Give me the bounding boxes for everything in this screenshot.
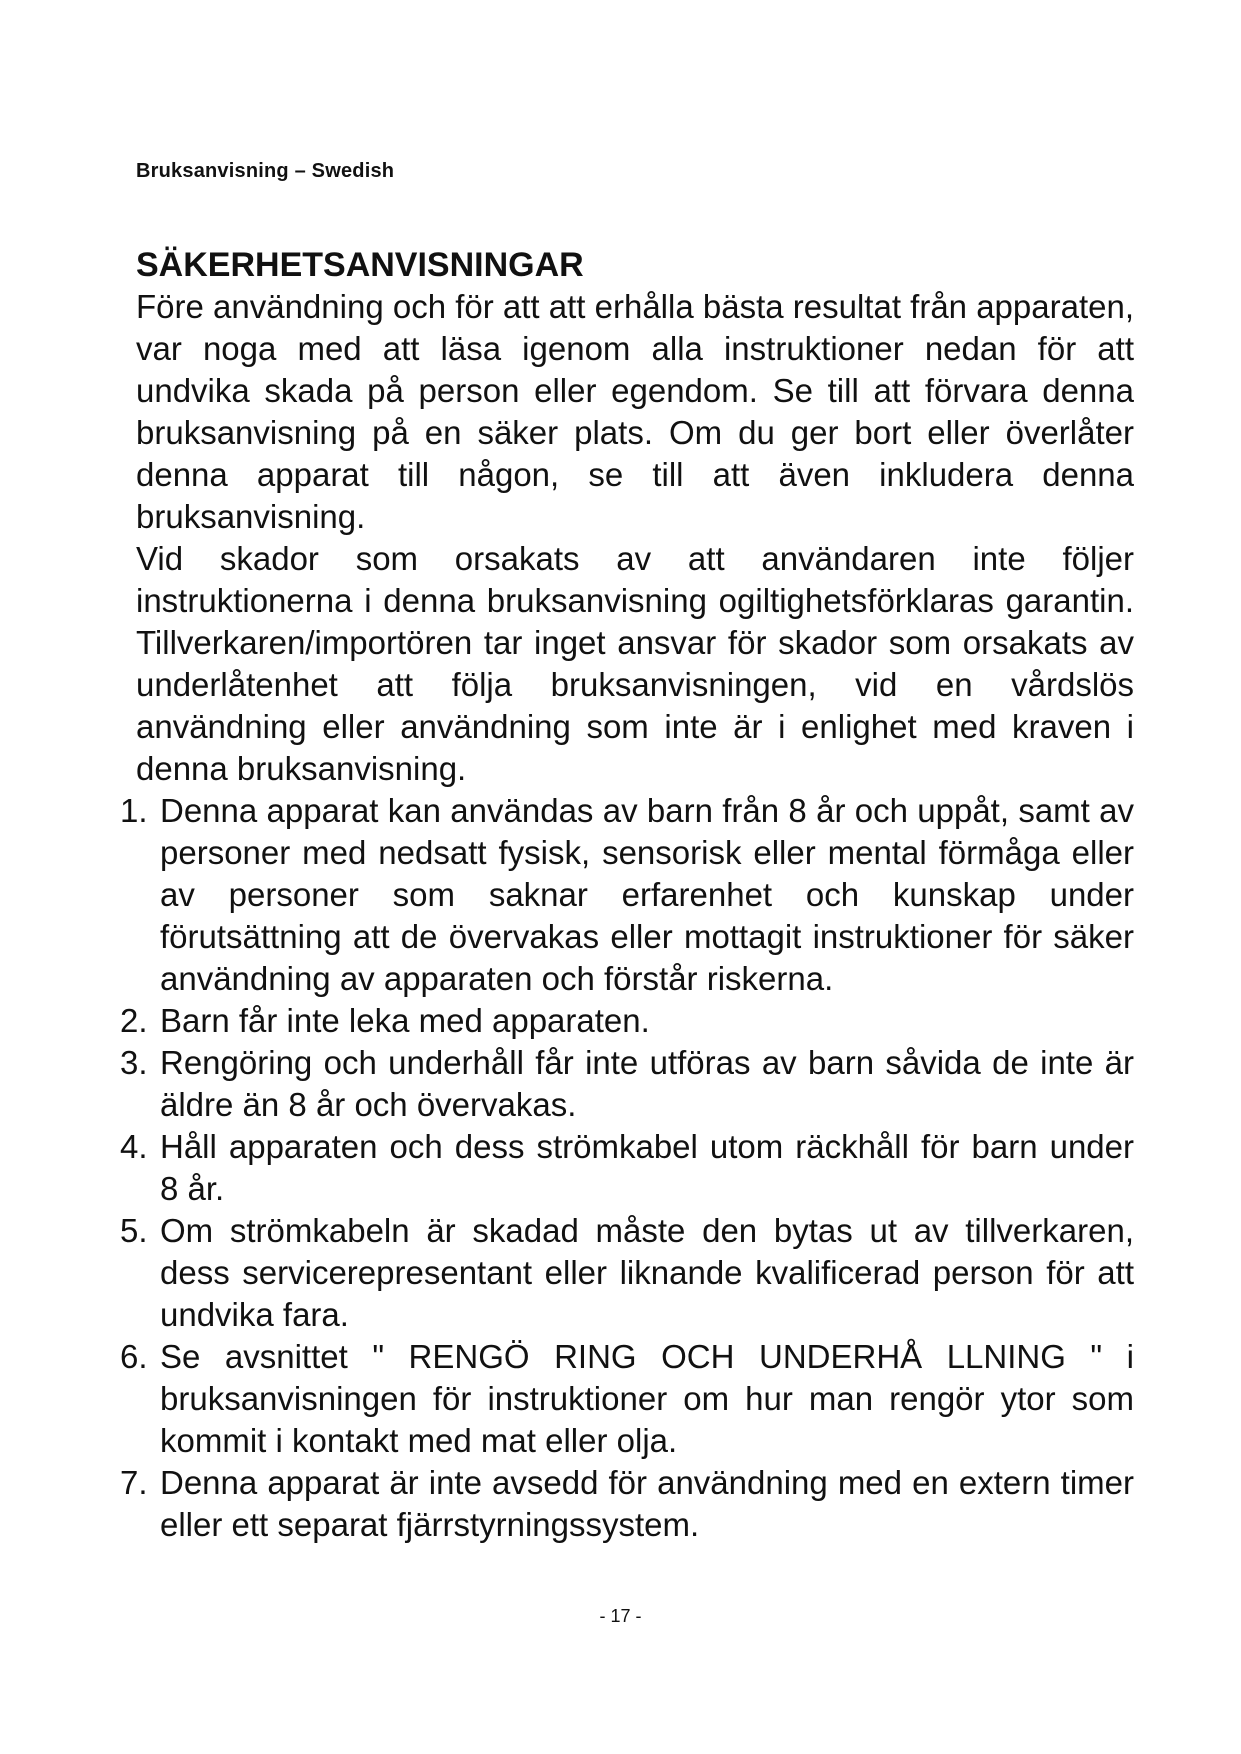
list-item bbox=[120, 790, 1134, 1000]
list-number: 6. bbox=[120, 1338, 148, 1375]
list-item bbox=[120, 1210, 1134, 1336]
list-number: 7. bbox=[120, 1464, 148, 1501]
list-item-text: Om strömkabeln är skadad måste den bytas ut av tillverkaren, dess servicerepresentant eller liknande kvalificerad person för att undvika fara. bbox=[160, 1212, 1134, 1333]
page-number: - 17 - bbox=[599, 1606, 642, 1626]
list-item-text: Denna apparat kan användas av barn från 8 år och uppåt, samt av personer med nedsatt fysisk, sensorisk eller mental förmåga eller av personer som saknar erfarenhet och kunskap under förutsättning att de övervakas eller mottagit instruktioner för säker användning av apparaten och förstår riskerna. bbox=[160, 792, 1134, 997]
safety-list bbox=[120, 790, 1134, 1546]
list-number: 2. bbox=[120, 1002, 148, 1039]
list-item bbox=[120, 1042, 1134, 1126]
list-item-text: Håll apparaten och dess strömkabel utom räckhåll för barn under 8 år. bbox=[160, 1128, 1134, 1207]
safety-section bbox=[120, 244, 1134, 1546]
list-item bbox=[120, 1462, 1134, 1546]
document-header-label: Bruksanvisning – Swedish bbox=[136, 160, 395, 182]
list-number: 4. bbox=[120, 1128, 148, 1165]
intro-paragraph: Före användning och för att att erhålla bästa resultat från apparaten, var noga med att läsa igenom alla instruktioner nedan för att undvika skada på person eller egendom. Se till att förvara denna bruksanvisning på en säker plats. Om du ger bort eller överlåter denna apparat till någon, se till att även inkludera denna bruksanvisning. bbox=[136, 288, 1134, 535]
list-item bbox=[120, 1336, 1134, 1462]
list-item-text: Denna apparat är inte avsedd för användning med en extern timer eller ett separat fjärrstyrningssystem. bbox=[160, 1464, 1134, 1543]
list-number: 5. bbox=[120, 1212, 148, 1249]
list-item-text: Barn får inte leka med apparaten. bbox=[160, 1002, 650, 1039]
list-number: 3. bbox=[120, 1044, 148, 1081]
list-item bbox=[120, 1126, 1134, 1210]
section-title: SÄKERHETSANVISNINGAR bbox=[136, 246, 584, 284]
list-number: 1. bbox=[120, 792, 148, 829]
list-item-text: Se avsnittet " RENGÖ RING OCH UNDERHÅ LLNING " i bruksanvisningen för instruktioner om hur man rengör ytor som kommit i kontakt med mat eller olja. bbox=[160, 1338, 1134, 1459]
warranty-paragraph: Vid skador som orsakats av att användaren inte följer instruktionerna i denna bruksanvisning ogiltighetsförklaras garantin. Tillverkaren/importören tar inget ansvar för skador som orsakats av underlåtenhet att följa bruksanvisningen, vid en vårdslös användning eller användning som inte är i enlighet med kraven i denna bruksanvisning. bbox=[136, 540, 1134, 787]
list-item-text: Rengöring och underhåll får inte utföras av barn såvida de inte är äldre än 8 år och övervakas. bbox=[160, 1044, 1134, 1123]
list-item bbox=[120, 1000, 1134, 1042]
